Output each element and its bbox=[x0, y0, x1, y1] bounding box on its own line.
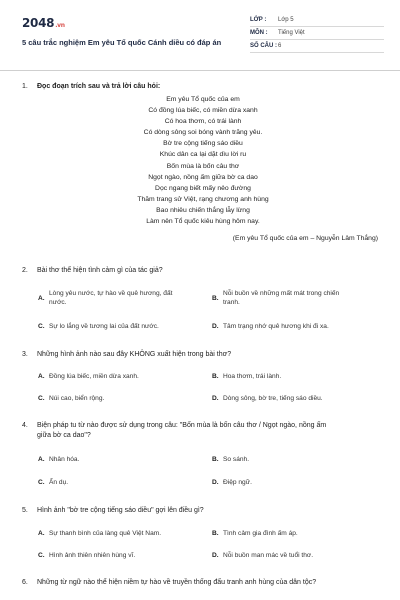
option-a[interactable]: A. Lòng yêu nước, tự hào về quê hương, đất nước. bbox=[38, 290, 173, 306]
option-a[interactable]: A. Sự thanh bình của làng quê Việt Nam. bbox=[38, 530, 162, 537]
meta-row-subject: MÔN : Tiếng Việt bbox=[250, 27, 384, 40]
question-text: Những từ ngữ nào thể hiện niềm tự hào về truyền thống đấu tranh anh hùng của dân tộc? bbox=[37, 579, 317, 586]
option-a[interactable]: A. Đồng lúa biếc, miền dừa xanh. bbox=[38, 373, 139, 380]
meta-row-class: LỚP : Lớp 5 bbox=[250, 14, 384, 27]
question-text: Biện pháp tu từ nào được sử dụng trong câu: "Bốn mùa là bốn câu thơ / Ngọt ngào, nồng ấm giữa bờ ca dao"? bbox=[37, 422, 327, 439]
option-d[interactable]: D. Nỗi buồn man mác về tuổi thơ. bbox=[212, 552, 314, 559]
option-a[interactable]: A. Nhân hóa. bbox=[38, 456, 80, 463]
question-2: 2. Bài thơ thể hiện tình cảm gì của tác giả? bbox=[22, 266, 384, 276]
document-title: 5 câu trắc nghiệm Em yêu Tổ quốc Cánh diều có đáp án bbox=[22, 38, 222, 47]
option-c[interactable]: C. Hình ảnh thiên nhiên hùng vĩ. bbox=[38, 552, 136, 559]
option-b[interactable]: B. Hoa thơm, trái lành. bbox=[212, 373, 282, 380]
header-divider bbox=[0, 70, 400, 71]
question-4: 4. Biện pháp tu từ nào được sử dụng trong câu: "Bốn mùa là bốn câu thơ / Ngọt ngào, nồng ấm giữa bờ ca dao"? bbox=[22, 421, 384, 441]
site-logo[interactable]: 2048.vn bbox=[22, 16, 65, 30]
option-d[interactable]: D. Tâm trạng nhớ quê hương khi đi xa. bbox=[212, 323, 329, 330]
option-b[interactable]: B. Tình cảm gia đình ấm áp. bbox=[212, 530, 298, 537]
question-5: 5. Hình ảnh "bờ tre cộng tiếng sáo diều" gợi lên điều gì? bbox=[22, 506, 384, 516]
question-number: 1. bbox=[22, 83, 28, 90]
meta-row-count: SỐ CÂU : 6 bbox=[250, 40, 384, 53]
option-c[interactable]: C. Sự lo lắng về tương lai của đất nước. bbox=[38, 323, 159, 330]
question-6: 6. Những từ ngữ nào thể hiện niềm tự hào về truyền thống đấu tranh anh hùng của dân tộc? bbox=[22, 578, 384, 588]
poem-source: (Em yêu Tổ quốc của em – Nguyễn Lâm Thắng) bbox=[232, 235, 378, 242]
document-header bbox=[22, 14, 384, 60]
option-c[interactable]: C. Ẩn dụ. bbox=[38, 479, 69, 486]
poem-excerpt: Em yêu Tổ quốc của em Có đồng lúa biếc, có miền dừa xanh Có hoa thơm, có trái lành Có dòng sông soi bóng vành trăng yêu. Bờ tre cộng tiếng sáo diều Khúc dân ca lại dặt dìu lời ru Bốn mùa là bốn câu thơ Ngọt ngào, nồng ấm giữa bờ ca dao Dọc ngang biết mấy nẻo đường Thăm trang sử Việt, rạng chương anh hùng Bao nhiêu chiến thắng lẫy lừng Làm nên Tổ quốc kiêu hùng hôm nay. bbox=[137, 96, 269, 226]
question-1 bbox=[22, 82, 384, 242]
question-3: 3. Những hình ảnh nào sau đây KHÔNG xuất hiện trong bài thơ? bbox=[22, 350, 384, 360]
question-text: Hình ảnh "bờ tre cộng tiếng sáo diều" gợi lên điều gì? bbox=[37, 507, 204, 514]
question-text: Những hình ảnh nào sau đây KHÔNG xuất hiện trong bài thơ? bbox=[37, 351, 232, 358]
option-d[interactable]: D. Điệp ngữ. bbox=[212, 479, 252, 486]
option-d[interactable]: D. Dòng sông, bờ tre, tiếng sáo diều. bbox=[212, 395, 323, 402]
question-text: Bài thơ thể hiện tình cảm gì của tác giả? bbox=[37, 267, 163, 274]
question-text: Đọc đoạn trích sau và trả lời câu hỏi: bbox=[37, 83, 161, 90]
meta-table bbox=[250, 14, 384, 53]
option-b[interactable]: B. So sánh. bbox=[212, 456, 250, 463]
option-b[interactable]: B. Nỗi buồn về những mất mát trong chiến tranh. bbox=[212, 290, 340, 306]
option-c[interactable]: C. Núi cao, biển rộng. bbox=[38, 395, 105, 402]
